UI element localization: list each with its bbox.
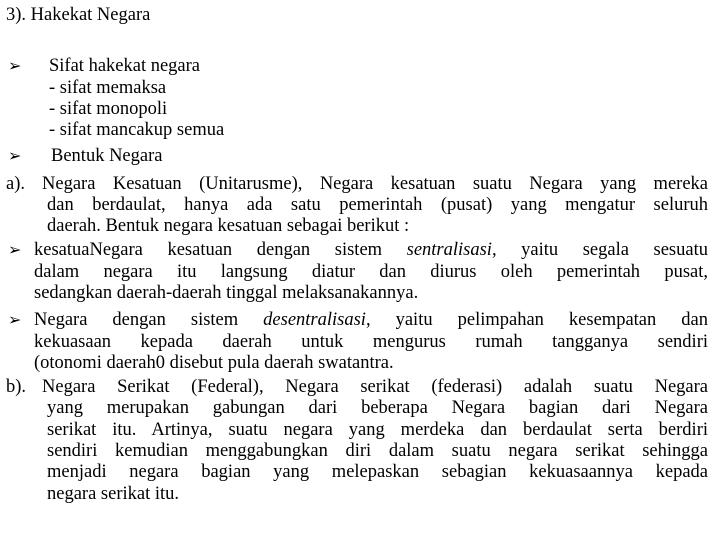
arrow-bullet-icon: ➢ bbox=[8, 310, 22, 329]
sentralisasi-prefix: kesatua bbox=[34, 240, 90, 260]
sentralisasi-line-1 bbox=[34, 239, 708, 261]
sifat-item: - sifat memaksa bbox=[49, 78, 167, 98]
section-a-marker: a). bbox=[6, 174, 25, 194]
desentralisasi-line-2: kekuasaan kepada daerah untuk mengurus rumah tangganya sendiri bbox=[34, 332, 708, 352]
arrow-bullet-icon: ➢ bbox=[8, 56, 22, 75]
sentralisasi-line-3: sedangkan daerah-daerah tinggal melaksanakannya. bbox=[34, 283, 419, 303]
section-b-line: Negara Serikat (Federal), Negara serikat (federasi) adalah suatu Negara bbox=[42, 377, 708, 397]
section-heading: 3). Hakekat Negara bbox=[6, 5, 151, 25]
sentralisasi-line-2: dalam negara itu langsung diatur dan diurus oleh pemerintah pusat, bbox=[34, 262, 708, 282]
section-a-line: dan berdaulat, hanya ada satu pemerintah (pusat) yang mengatur seluruh bbox=[47, 195, 708, 215]
section-b-line: serikat itu. Artinya, suatu negara yang merdeka dan berdaulat serta berdiri bbox=[47, 420, 708, 440]
desentralisasi-suffix: , yaitu pelimpahan kesempatan dan bbox=[365, 310, 708, 330]
section-a-line: Negara Kesatuan (Unitarusme), Negara kesatuan suatu Negara yang mereka bbox=[42, 174, 708, 194]
section-b-line: sendiri kemudian menggabungkan diri dalam suatu negara serikat sehingga bbox=[47, 441, 708, 461]
bentuk-title: Bentuk Negara bbox=[51, 146, 163, 166]
desentralisasi-prefix: Negara dengan sistem bbox=[34, 310, 264, 330]
section-a-line: daerah. Bentuk negara kesatuan sebagai berikut : bbox=[47, 216, 410, 236]
section-b-line: negara serikat itu. bbox=[47, 484, 180, 504]
sifat-title: Sifat hakekat negara bbox=[49, 56, 201, 76]
sifat-item: - sifat monopoli bbox=[49, 99, 168, 119]
desentralisasi-line-1 bbox=[34, 309, 708, 331]
arrow-bullet-icon: ➢ bbox=[8, 240, 22, 259]
section-b-line: yang merupakan gabungan dari beberapa Negara bagian dari Negara bbox=[47, 398, 708, 418]
desentralisasi-term: desentralisasi bbox=[263, 310, 366, 330]
sentralisasi-term: sentralisasi bbox=[406, 240, 492, 260]
desentralisasi-line-3: (otonomi daerah0 disebut pula daerah swatantra. bbox=[34, 353, 394, 373]
section-b-line: menjadi negara bagian yang melepaskan sebagian kekuasaannya kepada bbox=[47, 462, 708, 482]
sentralisasi-mid: Negara kesatuan dengan sistem bbox=[89, 240, 407, 260]
sifat-item: - sifat mancakup semua bbox=[49, 120, 225, 140]
arrow-bullet-icon: ➢ bbox=[8, 146, 22, 165]
sentralisasi-suffix: , yaitu segala sesuatu bbox=[491, 240, 708, 260]
section-b-marker: b). bbox=[6, 377, 27, 397]
